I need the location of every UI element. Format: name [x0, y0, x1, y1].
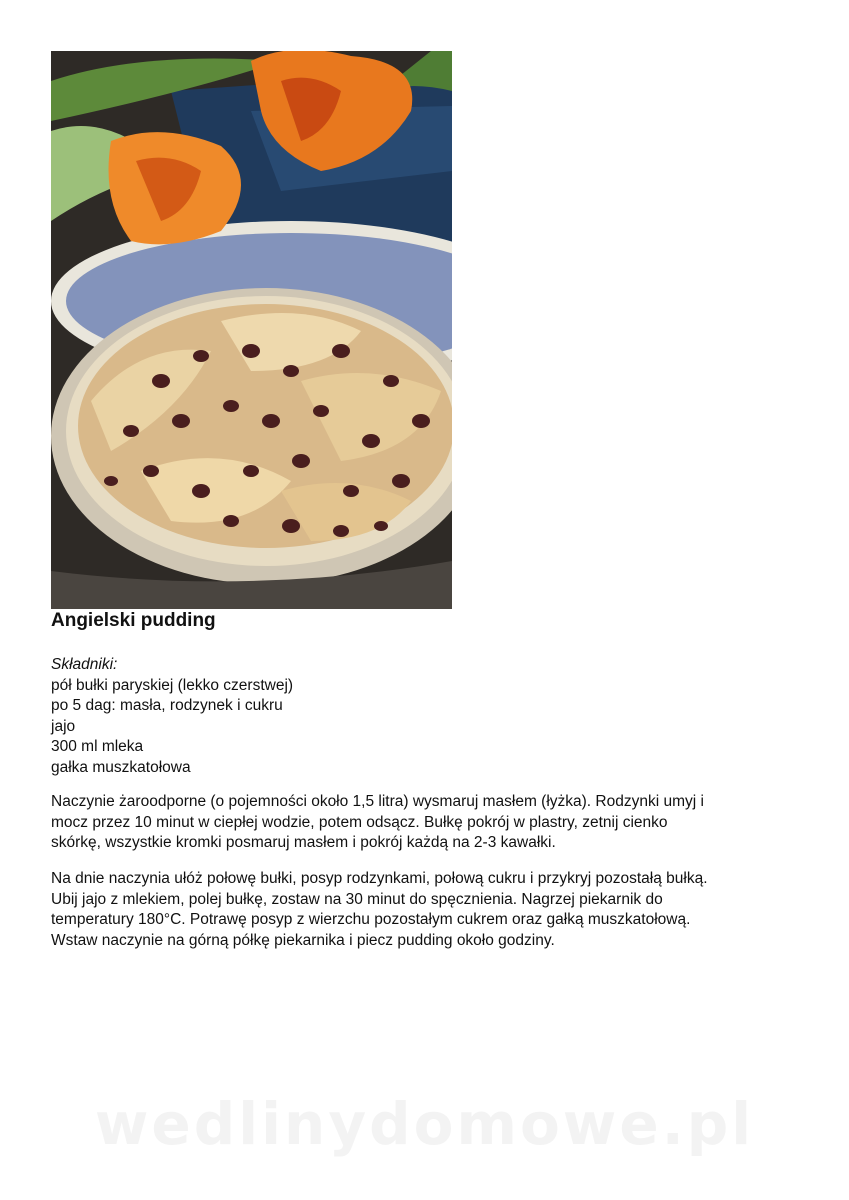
- recipe-title: Angielski pudding: [51, 610, 216, 631]
- ingredients-list: [51, 676, 293, 779]
- instruction-line: mocz przez 10 minut w ciepłej wodzie, potem odsącz. Bułkę pokrój w plastry, zetnij cienko: [51, 813, 668, 831]
- ingredients-label: Składniki:: [51, 656, 118, 673]
- instruction-line: skórkę, wszystkie kromki posmaruj masłem i pokrój każdą na 2-3 kawałki.: [51, 834, 556, 851]
- ingredient-item: gałka muszkatołowa: [51, 758, 191, 776]
- instruction-line: Ubij jajo z mlekiem, polej bułkę, zostaw na 30 minut do spęcznienia. Nagrzej piekarnik do: [51, 890, 663, 908]
- ingredient-item: pół bułki paryskiej (lekko czerstwej): [51, 676, 294, 694]
- watermark: wedlinydomowe.pl: [94, 1090, 755, 1158]
- ingredient-item: po 5 dag: masła, rodzynek i cukru: [51, 697, 283, 714]
- recipe-photo: [51, 51, 452, 609]
- pudding-illustration: [51, 51, 452, 609]
- ingredients-section: [51, 655, 293, 778]
- instruction-line: Na dnie naczynia ułóż połowę bułki, posyp rodzynkami, połową cukru i przykryj pozostałą bułką.: [51, 870, 708, 887]
- instruction-line: Wstaw naczynie na górną półkę piekarnika i piecz pudding około godziny.: [51, 931, 555, 949]
- instruction-line: Naczynie żaroodporne (o pojemności około 1,5 litra) wysmaruj masłem (łyżka). Rodzynki umyj i: [51, 793, 704, 810]
- ingredient-item: jajo: [51, 717, 76, 735]
- instruction-line: temperatury 180°C. Potrawę posyp z wierzchu pozostałym cukrem oraz gałką muszkatołową.: [51, 911, 691, 928]
- instructions-paragraph-1: [51, 792, 791, 854]
- instructions-paragraph-2: [51, 869, 791, 951]
- ingredient-item: 300 ml mleka: [51, 738, 144, 755]
